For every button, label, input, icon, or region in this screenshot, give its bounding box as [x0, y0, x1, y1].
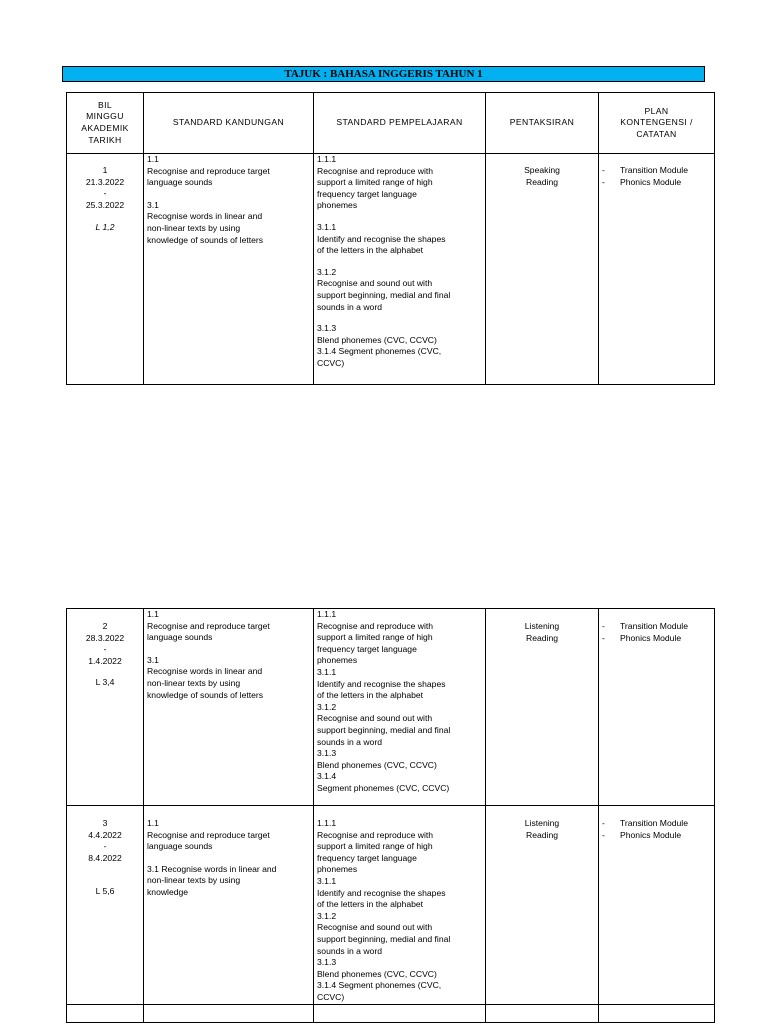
standard-kandungan-cell	[144, 609, 314, 806]
week-cell	[67, 609, 144, 806]
week-dates: 3 4.4.2022 - 8.4.2022	[88, 818, 122, 863]
empty-cell	[599, 1004, 715, 1022]
plan-item-label: Phonics Module	[620, 632, 682, 643]
sk-text: 3.1 Recognise words in linear and non-linear texts by using knowledge	[147, 863, 277, 897]
header-standard-kandungan: STANDARD KANDUNGAN	[144, 93, 314, 154]
week-cell	[67, 154, 144, 385]
assessment-cell: Speaking Reading	[486, 154, 599, 385]
lesson-number: L 5,6	[95, 886, 115, 897]
plan-item: - Transition Module	[602, 621, 688, 631]
lesson-number: L 1,2	[95, 222, 115, 233]
table-row	[67, 806, 715, 1005]
empty-cell	[67, 1004, 144, 1022]
sk-code: 1.1	[147, 154, 159, 164]
plan-item: - Transition Module	[602, 165, 688, 175]
plan-item: - Transition Module	[602, 818, 688, 828]
rpt-table-week-1	[66, 92, 715, 385]
header-plan: PLAN KONTENGENSI / CATATAN	[599, 93, 715, 154]
plan-item: - Phonics Module	[602, 176, 682, 187]
standard-pempelajaran-cell: 1.1.1 Recognise and reproduce with support a limited range of high frequency target language phonemes 3.1.1 Identify and recognise the shapes of the letters in the alphabet 3.1.2 Recognise and sound out with support beginning, medial and final sounds in a word 3.1.3 Blend phonemes (CVC, CCVC) 3.1.4 Segment phonemes (CVC, CCVC)	[314, 609, 486, 806]
empty-cell	[486, 1004, 599, 1022]
plan-item-label: Transition Module	[620, 818, 688, 828]
standard-kandungan-cell	[144, 154, 314, 385]
lesson-number: L 3,4	[95, 677, 115, 688]
week-dates: 1 21.3.2022 - 25.3.2022	[85, 165, 125, 210]
plan-cell	[599, 154, 715, 385]
sp-paragraph: 3.1.2 Recognise and sound out with support beginning, medial and final sounds in a word	[317, 266, 451, 312]
sp-paragraph: 3.1.1 Identify and recognise the shapes of the letters in the alphabet	[317, 221, 446, 256]
assessment-cell: Listening Reading	[486, 609, 599, 806]
plan-item-label: Phonics Module	[620, 176, 682, 187]
plan-item: - Phonics Module	[602, 632, 682, 643]
plan-item-label: Phonics Module	[620, 829, 682, 840]
sk-code: 3.1	[147, 199, 159, 210]
empty-cell	[144, 1004, 314, 1022]
standard-pempelajaran-cell: 1.1.1 Recognise and reproduce with support a limited range of high frequency target language phonemes 3.1.1 Identify and recognise the shapes of the letters in the alphabet 3.1.2 Recognise and sound out with support beginning, medial and final sounds in a word 3.1.3 Blend phonemes (CVC, CCVC) 3.1.4 Segment phonemes (CVC, CCVC)	[314, 806, 486, 1005]
week-dates: 2 28.3.2022 - 1.4.2022	[85, 621, 125, 666]
sk-text: Recognise and reproduce target language sounds	[147, 165, 270, 188]
plan-item: - Phonics Module	[602, 829, 682, 840]
sk-text: Recognise words in linear and non-linear texts by using knowledge of sounds of letters	[147, 211, 264, 245]
assessment-cell: Listening Reading	[486, 806, 599, 1005]
page-title: TAJUK : BAHASA INGGERIS TAHUN 1	[62, 66, 705, 82]
header-standard-pempelajaran: STANDARD PEMPELAJARAN	[314, 93, 486, 154]
plan-cell	[599, 806, 715, 1005]
plan-item-label: Transition Module	[620, 621, 688, 631]
table-row	[67, 609, 715, 806]
rpt-table-weeks-2-3	[66, 608, 715, 1023]
standard-pempelajaran-cell	[314, 154, 486, 385]
standard-kandungan-cell	[144, 806, 314, 1005]
table-row-empty	[67, 1004, 715, 1022]
sp-paragraph: 1.1.1 Recognise and reproduce with support a limited range of high frequency target language phonemes	[317, 154, 434, 211]
plan-item-label: Transition Module	[620, 165, 688, 175]
week-cell	[67, 806, 144, 1005]
empty-cell	[314, 1004, 486, 1022]
sk-text: 1.1 Recognise and reproduce target language sounds	[147, 609, 270, 643]
table-header-row	[67, 93, 715, 154]
sk-text: 3.1 Recognise words in linear and non-linear texts by using knowledge of sounds of letters	[147, 654, 264, 700]
table-row	[67, 154, 715, 385]
plan-cell	[599, 609, 715, 806]
header-pentaksiran: PENTAKSIRAN	[486, 93, 599, 154]
header-bil: BIL MINGGU AKADEMIK TARIKH	[67, 93, 144, 154]
sk-text: 1.1 Recognise and reproduce target language sounds	[147, 818, 270, 852]
sp-paragraph: 3.1.3 Blend phonemes (CVC, CCVC) 3.1.4 Segment phonemes (CVC, CCVC)	[317, 323, 442, 368]
